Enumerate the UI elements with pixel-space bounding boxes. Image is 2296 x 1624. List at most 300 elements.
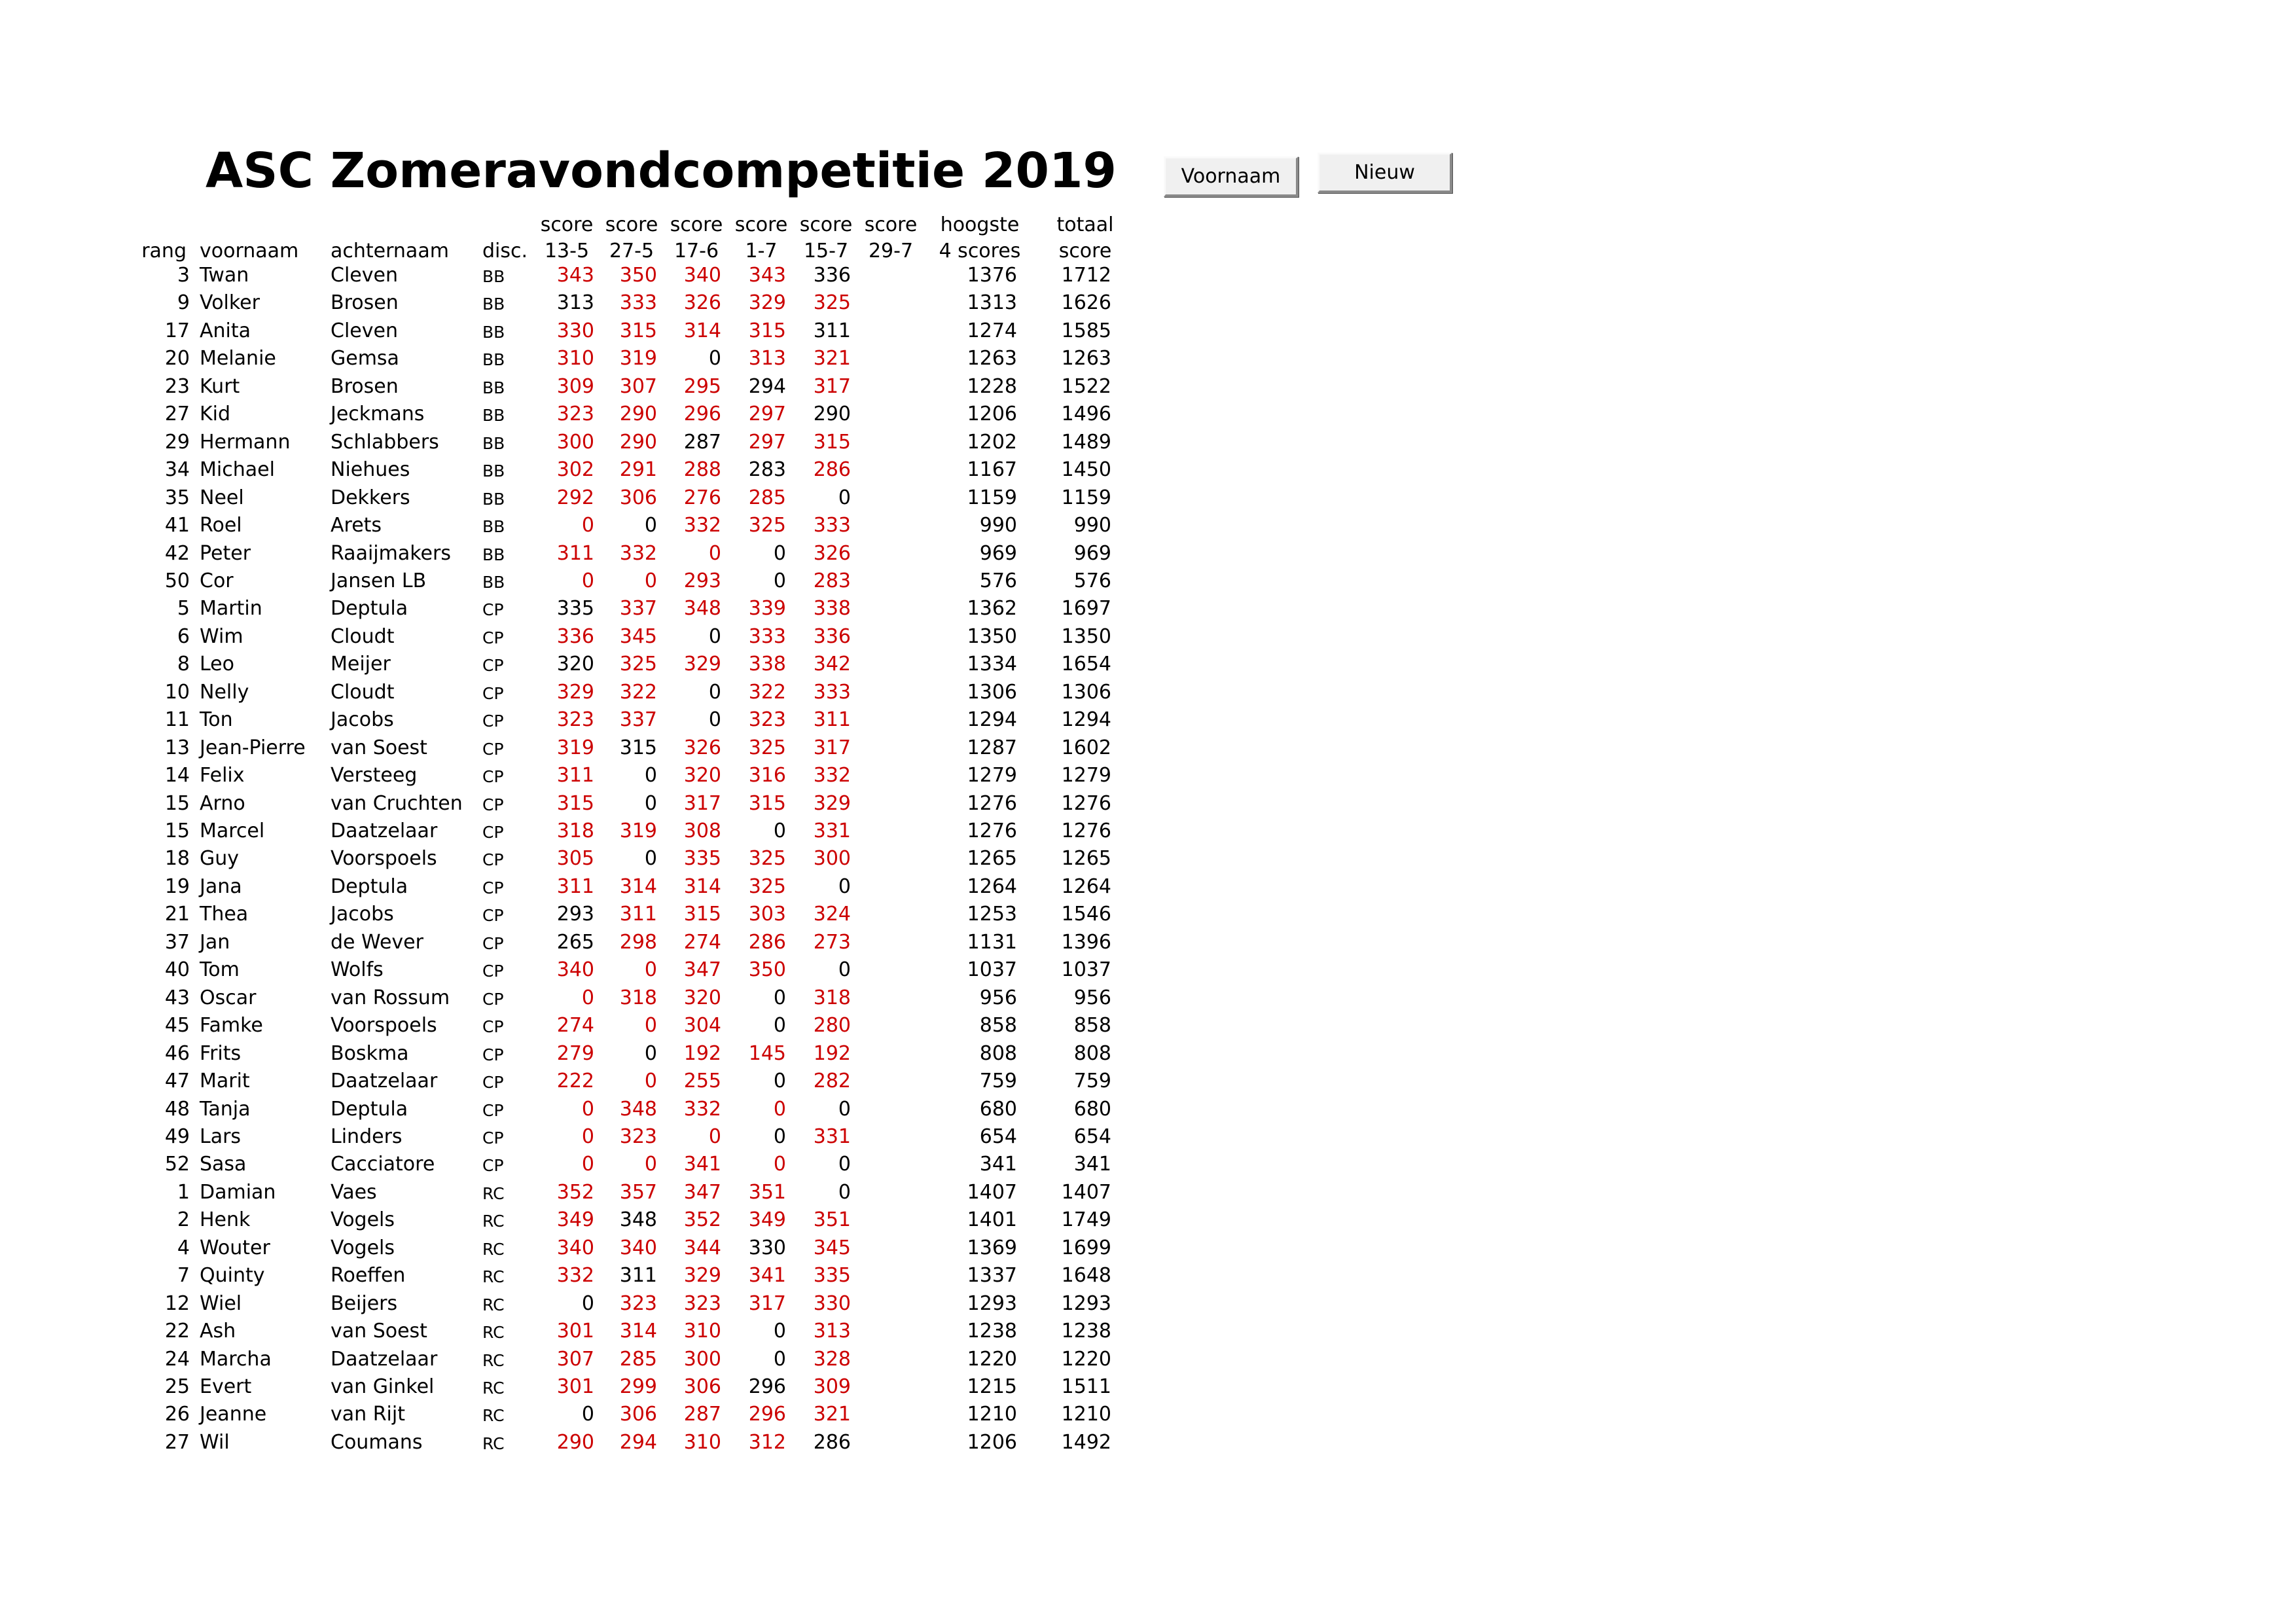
score-cell: 0 — [708, 541, 721, 565]
first-name-cell: Michael — [200, 458, 275, 482]
rank-cell: 40 — [164, 958, 190, 982]
last-name-cell: Linders — [331, 1125, 403, 1148]
last-name-cell: van Cruchten — [331, 791, 463, 815]
last-name-cell: van Rijt — [331, 1403, 405, 1426]
score-cell: 323 — [556, 403, 594, 426]
discipline-cell: CP — [482, 989, 504, 1009]
score-cell: 315 — [683, 903, 721, 926]
score-cell: 330 — [813, 1291, 851, 1315]
discipline-cell: CP — [482, 878, 504, 897]
rank-cell: 22 — [164, 1320, 190, 1343]
rank-cell: 2 — [177, 1208, 190, 1232]
score-cell: 0 — [644, 569, 657, 592]
col-header-score-27-5: 27-5 — [609, 240, 655, 262]
top4-cell: 1279 — [967, 764, 1017, 787]
score-cell: 339 — [748, 597, 786, 621]
score-cell: 0 — [708, 680, 721, 704]
score-cell: 329 — [556, 680, 594, 704]
total-cell: 1264 — [1061, 875, 1111, 898]
discipline-cell: CP — [482, 823, 504, 842]
score-cell: 351 — [748, 1180, 786, 1204]
discipline-cell: CP — [482, 1128, 504, 1147]
rank-cell: 3 — [177, 264, 190, 287]
last-name-cell: Coumans — [331, 1430, 423, 1454]
discipline-cell: RC — [482, 1434, 505, 1453]
first-name-cell: Leo — [200, 653, 234, 676]
top4-cell: 1167 — [967, 458, 1017, 482]
score-cell: 317 — [813, 374, 851, 398]
score-cell: 299 — [619, 1375, 657, 1398]
first-name-cell: Arno — [200, 791, 245, 815]
score-cell: 332 — [619, 541, 657, 565]
first-name-cell: Marit — [200, 1070, 250, 1093]
total-cell: 1602 — [1061, 736, 1111, 759]
score-cell: 336 — [813, 624, 851, 648]
top4-cell: 1337 — [967, 1264, 1017, 1288]
top4-cell: 1294 — [967, 708, 1017, 732]
score-cell: 329 — [683, 653, 721, 676]
score-cell: 283 — [813, 569, 851, 592]
score-cell: 265 — [556, 930, 594, 954]
score-cell: 345 — [619, 624, 657, 648]
discipline-cell: CP — [482, 1073, 504, 1092]
score-cell: 347 — [683, 1180, 721, 1204]
discipline-cell: CP — [482, 933, 504, 953]
score-cell: 0 — [581, 569, 594, 592]
score-cell: 282 — [813, 1070, 851, 1093]
discipline-cell: BB — [482, 267, 505, 286]
rank-cell: 25 — [164, 1375, 190, 1398]
score-cell: 0 — [581, 1291, 594, 1315]
score-cell: 335 — [556, 597, 594, 621]
score-cell: 297 — [748, 403, 786, 426]
score-cell: 288 — [683, 458, 721, 482]
first-name-cell: Kurt — [200, 374, 240, 398]
score-cell: 314 — [619, 1320, 657, 1343]
score-cell: 321 — [813, 1403, 851, 1426]
score-cell: 340 — [556, 1236, 594, 1259]
score-cell: 296 — [748, 1375, 786, 1398]
top4-cell: 1313 — [967, 291, 1017, 315]
score-cell: 0 — [644, 791, 657, 815]
last-name-cell: Daatzelaar — [331, 820, 438, 842]
first-name-cell: Wiel — [200, 1291, 242, 1315]
total-cell: 1492 — [1061, 1430, 1111, 1454]
score-cell: 0 — [773, 569, 786, 592]
score-cell: 332 — [813, 764, 851, 787]
score-cell: 293 — [683, 569, 721, 592]
score-cell: 323 — [748, 708, 786, 732]
last-name-cell: Daatzelaar — [331, 1347, 438, 1371]
score-cell: 0 — [644, 847, 657, 871]
rank-cell: 19 — [164, 875, 190, 898]
total-cell: 1585 — [1061, 319, 1111, 342]
score-cell: 313 — [556, 291, 594, 315]
first-name-cell: Ash — [200, 1320, 236, 1343]
score-cell: 311 — [556, 875, 594, 898]
discipline-cell: RC — [482, 1295, 505, 1314]
score-cell: 347 — [683, 958, 721, 982]
rank-cell: 42 — [164, 541, 190, 565]
score-cell: 192 — [683, 1041, 721, 1065]
total-cell: 1279 — [1061, 764, 1111, 787]
rank-cell: 21 — [164, 903, 190, 926]
discipline-cell: RC — [482, 1379, 505, 1398]
first-name-cell: Wil — [200, 1430, 230, 1454]
discipline-cell: RC — [482, 1212, 505, 1231]
score-cell: 286 — [813, 1430, 851, 1454]
first-name-cell: Anita — [200, 319, 251, 342]
first-name-cell: Wouter — [200, 1236, 270, 1259]
score-cell: 296 — [748, 1403, 786, 1426]
col-header-score-1-7: score — [734, 213, 788, 236]
discipline-cell: CP — [482, 1100, 504, 1120]
score-cell: 338 — [748, 653, 786, 676]
rank-cell: 11 — [164, 708, 190, 732]
top4-cell: 1362 — [967, 597, 1017, 621]
first-name-cell: Marcha — [200, 1347, 272, 1371]
rank-cell: 7 — [177, 1264, 190, 1288]
top4-cell: 808 — [979, 1041, 1017, 1065]
total-cell: 1648 — [1061, 1264, 1111, 1288]
score-cell: 298 — [619, 930, 657, 954]
discipline-cell: CP — [482, 739, 504, 759]
first-name-cell: Frits — [200, 1041, 242, 1065]
total-cell: 341 — [1073, 1153, 1111, 1176]
total-cell: 1489 — [1061, 430, 1111, 454]
last-name-cell: van Rossum — [331, 986, 450, 1009]
top4-cell: 1206 — [967, 403, 1017, 426]
first-name-cell: Jana — [200, 875, 242, 898]
score-cell: 324 — [813, 903, 851, 926]
score-cell: 315 — [619, 736, 657, 759]
score-cell: 294 — [748, 374, 786, 398]
score-cell: 317 — [748, 1291, 786, 1315]
first-name-cell: Wim — [200, 624, 243, 648]
last-name-cell: Wolfs — [331, 958, 384, 982]
rank-cell: 6 — [177, 624, 190, 648]
rank-cell: 8 — [177, 653, 190, 676]
col-header-score-1-7: 1-7 — [745, 240, 778, 262]
score-cell: 340 — [619, 1236, 657, 1259]
discipline-cell: CP — [482, 795, 504, 814]
top4-cell: 1220 — [967, 1347, 1017, 1371]
score-cell: 308 — [683, 820, 721, 842]
rank-cell: 50 — [164, 569, 190, 592]
score-cell: 302 — [556, 458, 594, 482]
score-cell: 0 — [581, 1403, 594, 1426]
top4-cell: 858 — [979, 1014, 1017, 1038]
score-cell: 297 — [748, 430, 786, 454]
first-name-sort-button[interactable]: Voornaam — [1164, 156, 1299, 197]
score-cell: 333 — [748, 624, 786, 648]
first-name-cell: Thea — [200, 903, 249, 926]
rank-cell: 15 — [164, 791, 190, 815]
first-name-cell: Evert — [200, 1375, 252, 1398]
score-cell: 322 — [748, 680, 786, 704]
score-cell: 0 — [708, 708, 721, 732]
rank-cell: 43 — [164, 986, 190, 1009]
score-cell: 336 — [556, 624, 594, 648]
col-header-score-15-7: score — [799, 213, 853, 236]
score-cell: 314 — [683, 319, 721, 342]
score-cell: 273 — [813, 930, 851, 954]
rank-cell: 27 — [164, 403, 190, 426]
score-cell: 326 — [683, 736, 721, 759]
score-cell: 0 — [581, 1125, 594, 1148]
score-cell: 0 — [644, 764, 657, 787]
top4-cell: 759 — [979, 1070, 1017, 1093]
col-header-score-13-5: 13-5 — [544, 240, 590, 262]
discipline-cell: CP — [482, 767, 504, 787]
last-name-cell: Beijers — [331, 1291, 398, 1315]
col-header-score-29-7: score — [864, 213, 918, 236]
score-cell: 305 — [556, 847, 594, 871]
score-cell: 326 — [683, 291, 721, 315]
top4-cell: 1401 — [967, 1208, 1017, 1232]
first-name-cell: Marcel — [200, 820, 265, 842]
score-cell: 319 — [619, 820, 657, 842]
top4-cell: 1238 — [967, 1320, 1017, 1343]
total-cell: 990 — [1073, 514, 1111, 537]
col-header-score-27-5: score — [605, 213, 658, 236]
score-cell: 323 — [683, 1291, 721, 1315]
score-cell: 313 — [813, 1320, 851, 1343]
score-cell: 333 — [813, 680, 851, 704]
score-cell: 329 — [813, 791, 851, 815]
first-name-cell: Tom — [200, 958, 240, 982]
top4-cell: 990 — [979, 514, 1017, 537]
score-cell: 286 — [748, 930, 786, 954]
score-cell: 300 — [813, 847, 851, 871]
score-cell: 314 — [683, 875, 721, 898]
score-cell: 0 — [773, 1125, 786, 1148]
top4-cell: 1306 — [967, 680, 1017, 704]
score-cell: 357 — [619, 1180, 657, 1204]
score-cell: 0 — [644, 1070, 657, 1093]
score-cell: 145 — [748, 1041, 786, 1065]
rank-cell: 12 — [164, 1291, 190, 1315]
score-cell: 332 — [683, 1097, 721, 1121]
score-cell: 0 — [581, 1097, 594, 1121]
score-cell: 338 — [813, 597, 851, 621]
total-cell: 759 — [1073, 1070, 1111, 1093]
last-name-cell: Meijer — [331, 653, 391, 676]
discipline-cell: BB — [482, 433, 505, 453]
score-cell: 322 — [619, 680, 657, 704]
first-name-cell: Jan — [200, 930, 230, 954]
top4-cell: 576 — [979, 569, 1017, 592]
first-name-cell: Roel — [200, 514, 242, 537]
score-cell: 317 — [813, 736, 851, 759]
score-cell: 0 — [644, 1014, 657, 1038]
new-button[interactable]: Nieuw — [1318, 153, 1452, 193]
discipline-cell: BB — [482, 406, 505, 425]
first-name-cell: Martin — [200, 597, 262, 621]
last-name-cell: Boskma — [331, 1041, 409, 1065]
score-cell: 315 — [619, 319, 657, 342]
score-cell: 310 — [683, 1430, 721, 1454]
top4-cell: 1334 — [967, 653, 1017, 676]
discipline-cell: BB — [482, 322, 505, 342]
score-cell: 0 — [773, 986, 786, 1009]
last-name-cell: Vogels — [331, 1236, 395, 1259]
discipline-cell: RC — [482, 1183, 505, 1203]
discipline-cell: BB — [482, 378, 505, 397]
discipline-cell: RC — [482, 1406, 505, 1426]
score-cell: 318 — [619, 986, 657, 1009]
col-header-score-17-6: 17-6 — [673, 240, 719, 262]
total-cell: 1238 — [1061, 1320, 1111, 1343]
top4-cell: 1265 — [967, 847, 1017, 871]
top4-cell: 1407 — [967, 1180, 1017, 1204]
score-cell: 0 — [838, 1097, 851, 1121]
score-cell: 307 — [619, 374, 657, 398]
last-name-cell: Vaes — [331, 1180, 377, 1204]
discipline-cell: CP — [482, 683, 504, 703]
total-cell: 1712 — [1061, 264, 1111, 287]
score-cell: 0 — [773, 1097, 786, 1121]
first-name-cell: Guy — [200, 847, 240, 871]
score-cell: 341 — [683, 1153, 721, 1176]
score-cell: 280 — [813, 1014, 851, 1038]
first-name-cell: Jeanne — [200, 1403, 267, 1426]
top4-cell: 956 — [979, 986, 1017, 1009]
discipline-cell: BB — [482, 572, 505, 592]
score-cell: 192 — [813, 1041, 851, 1065]
score-cell: 317 — [683, 791, 721, 815]
total-cell: 969 — [1073, 541, 1111, 565]
score-cell: 290 — [619, 403, 657, 426]
score-cell: 345 — [813, 1236, 851, 1259]
last-name-cell: Versteeg — [331, 764, 418, 787]
top4-cell: 1202 — [967, 430, 1017, 454]
top4-cell: 654 — [979, 1125, 1017, 1148]
top4-cell: 1276 — [967, 820, 1017, 842]
first-name-cell: Felix — [200, 764, 245, 787]
score-cell: 0 — [838, 486, 851, 509]
rank-cell: 48 — [164, 1097, 190, 1121]
score-cell: 312 — [748, 1430, 786, 1454]
score-cell: 306 — [683, 1375, 721, 1398]
discipline-cell: CP — [482, 600, 504, 620]
score-cell: 315 — [813, 430, 851, 454]
col-header-score-29-7: 29-7 — [868, 240, 914, 262]
score-cell: 293 — [556, 903, 594, 926]
top4-cell: 1228 — [967, 374, 1017, 398]
discipline-cell: RC — [482, 1267, 505, 1287]
score-cell: 303 — [748, 903, 786, 926]
score-cell: 0 — [581, 514, 594, 537]
score-cell: 296 — [683, 403, 721, 426]
total-cell: 1407 — [1061, 1180, 1111, 1204]
last-name-cell: Dekkers — [331, 486, 410, 509]
score-cell: 350 — [619, 264, 657, 287]
score-cell: 340 — [683, 264, 721, 287]
last-name-cell: Raaijmakers — [331, 541, 451, 565]
col-header-score-13-5: score — [540, 213, 594, 236]
last-name-cell: Cloudt — [331, 624, 395, 648]
score-cell: 335 — [683, 847, 721, 871]
score-cell: 0 — [581, 1153, 594, 1176]
top4-cell: 341 — [979, 1153, 1017, 1176]
rank-cell: 10 — [164, 680, 190, 704]
score-cell: 325 — [748, 875, 786, 898]
rank-cell: 13 — [164, 736, 190, 759]
score-cell: 0 — [838, 958, 851, 982]
score-cell: 326 — [813, 541, 851, 565]
rank-cell: 47 — [164, 1070, 190, 1093]
score-cell: 350 — [748, 958, 786, 982]
total-cell: 956 — [1073, 986, 1111, 1009]
total-cell: 1276 — [1061, 820, 1111, 842]
discipline-cell: RC — [482, 1239, 505, 1259]
discipline-cell: RC — [482, 1323, 505, 1343]
top4-cell: 680 — [979, 1097, 1017, 1121]
last-name-cell: Voorspoels — [331, 1014, 437, 1038]
col-header-last-name: achternaam — [331, 240, 449, 262]
top4-cell: 1264 — [967, 875, 1017, 898]
score-cell: 285 — [619, 1347, 657, 1371]
score-cell: 0 — [773, 1070, 786, 1093]
last-name-cell: Deptula — [331, 597, 408, 621]
score-cell: 279 — [556, 1041, 594, 1065]
first-name-cell: Quinty — [200, 1264, 265, 1288]
score-cell: 321 — [813, 347, 851, 370]
score-cell: 0 — [581, 986, 594, 1009]
col-header-discipline: disc. — [482, 240, 528, 262]
score-cell: 306 — [619, 486, 657, 509]
top4-cell: 969 — [979, 541, 1017, 565]
first-name-cell: Melanie — [200, 347, 276, 370]
score-cell: 323 — [619, 1125, 657, 1148]
first-name-cell: Sasa — [200, 1153, 247, 1176]
score-cell: 325 — [748, 736, 786, 759]
last-name-cell: Cloudt — [331, 680, 395, 704]
score-cell: 337 — [619, 597, 657, 621]
first-name-cell: Lars — [200, 1125, 242, 1148]
score-cell: 335 — [813, 1264, 851, 1288]
top4-cell: 1159 — [967, 486, 1017, 509]
discipline-cell: CP — [482, 1017, 504, 1037]
total-cell: 680 — [1073, 1097, 1111, 1121]
rank-cell: 20 — [164, 347, 190, 370]
last-name-cell: Jansen LB — [331, 569, 427, 592]
last-name-cell: Niehues — [331, 458, 410, 482]
discipline-cell: CP — [482, 962, 504, 981]
score-cell: 311 — [619, 1264, 657, 1288]
total-cell: 1522 — [1061, 374, 1111, 398]
top4-cell: 1210 — [967, 1403, 1017, 1426]
score-cell: 316 — [748, 764, 786, 787]
first-name-cell: Twan — [200, 264, 249, 287]
score-cell: 0 — [644, 1153, 657, 1176]
score-cell: 0 — [838, 875, 851, 898]
total-cell: 1350 — [1061, 624, 1111, 648]
last-name-cell: van Ginkel — [331, 1375, 435, 1398]
last-name-cell: Roeffen — [331, 1264, 406, 1288]
score-cell: 349 — [556, 1208, 594, 1232]
score-cell: 301 — [556, 1320, 594, 1343]
first-name-cell: Famke — [200, 1014, 263, 1038]
rank-cell: 17 — [164, 319, 190, 342]
first-name-cell: Hermann — [200, 430, 291, 454]
top4-cell: 1350 — [967, 624, 1017, 648]
last-name-cell: Arets — [331, 514, 382, 537]
rank-cell: 24 — [164, 1347, 190, 1371]
score-cell: 320 — [683, 986, 721, 1009]
score-cell: 325 — [619, 653, 657, 676]
